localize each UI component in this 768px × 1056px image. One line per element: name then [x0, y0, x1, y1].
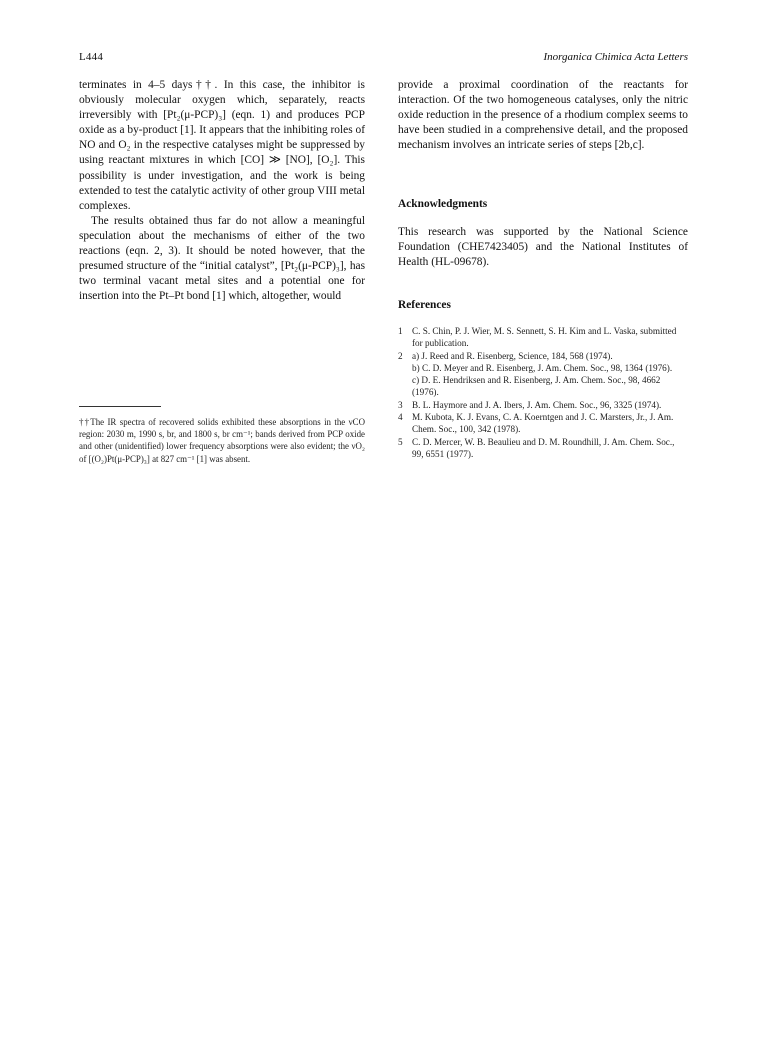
journal-title: Inorganica Chimica Acta Letters [543, 51, 688, 63]
reference-text: C. D. Mercer, W. B. Beaulieu and D. M. Roundhill, J. Am. Chem. Soc., 99, 6551 (1977). [412, 436, 675, 459]
body-paragraph: terminates in 4–5 days††. In this case, the inhibitor is obviously molecular oxygen which, separately, reacts irreversibly with [Pt₂(μ-PCP)₃] (eqn. 1) and produces PCP oxide as a by-product [1]. It appears that the inhibiting roles of NO and O₂ in the respective catalyses might be suppressed by using reactant mixtures in which [CO] ≫ [NO], [O₂]. This possibility is under investigation, and the work is being extended to test the catalytic activity of other group VIII metal complexes. [79, 79, 365, 212]
reference-item [398, 325, 688, 350]
reference-item [398, 436, 688, 461]
reference-text: c) D. E. Hendriksen and R. Eisenberg, J. Am. Chem. Soc., 98, 4662 (1976). [412, 375, 661, 398]
right-column [398, 78, 688, 153]
references-heading: References [398, 299, 451, 311]
footnote-divider [79, 406, 161, 407]
reference-text: C. S. Chin, P. J. Wier, M. S. Sennett, S. H. Kim and L. Vaska, submitted for publication. [412, 326, 677, 349]
acknowledgments-text: This research was supported by the National Science Foundation (CHE7423405) and the National Institutes of Health (HL-09678). [398, 226, 688, 269]
reference-list [398, 325, 688, 460]
reference-item [398, 399, 688, 411]
body-paragraph: provide a proximal coordination of the reactants for interaction. Of the two homogeneous catalyses, only the nitric oxide reduction in the presence of a rhodium complex seems to have been studied in a comprehensive detail, and the proposed mechanism involves an intricate series of steps [2b,c]. [398, 79, 688, 152]
reference-number: 2 [398, 350, 403, 361]
body-paragraph: The results obtained thus far do not allow a meaningful speculation about the mechanisms of either of the two reactions (eqn. 2, 3). It should be noted however, that the presumed structure of the “initial catalyst”, [Pt₂(μ-PCP)₃], has two terminal vacant metal sites and a potential one for insertion into the Pt–Pt bond [1] which, altogether, would [79, 214, 365, 303]
reference-text: a) J. Reed and R. Eisenberg, Science, 184, 568 (1974). [412, 350, 613, 361]
reference-item [398, 350, 688, 399]
footnote: ††The IR spectra of recovered solids exhibited these absorptions in the νCO region: 2030 m, 1990 s, br, and 1800 s, br cm⁻¹; bands derived from PCP oxide and other (unidentified) lower frequency absorptions were also evident; the νO₂ of [(O₂)Pt(μ-PCP)₃] at 827 cm⁻¹ [1] was absent. [79, 417, 365, 464]
reference-item [398, 411, 688, 436]
reference-text: M. Kubota, K. J. Evans, C. A. Koerntgen and J. C. Marsters, Jr., J. Am. Chem. Soc., 100, 342 (1978). [412, 412, 674, 435]
left-column [79, 78, 365, 304]
reference-number: 4 [398, 412, 403, 423]
reference-number: 1 [398, 326, 403, 336]
reference-number: 5 [398, 436, 403, 447]
page-number: L444 [79, 51, 104, 63]
reference-text: b) C. D. Meyer and R. Eisenberg, J. Am. Chem. Soc., 98, 1364 (1976). [412, 362, 673, 373]
reference-number: 3 [398, 399, 403, 410]
reference-text: B. L. Haymore and J. A. Ibers, J. Am. Chem. Soc., 96, 3325 (1974). [412, 399, 662, 410]
acknowledgments-heading: Acknowledgments [398, 198, 488, 210]
